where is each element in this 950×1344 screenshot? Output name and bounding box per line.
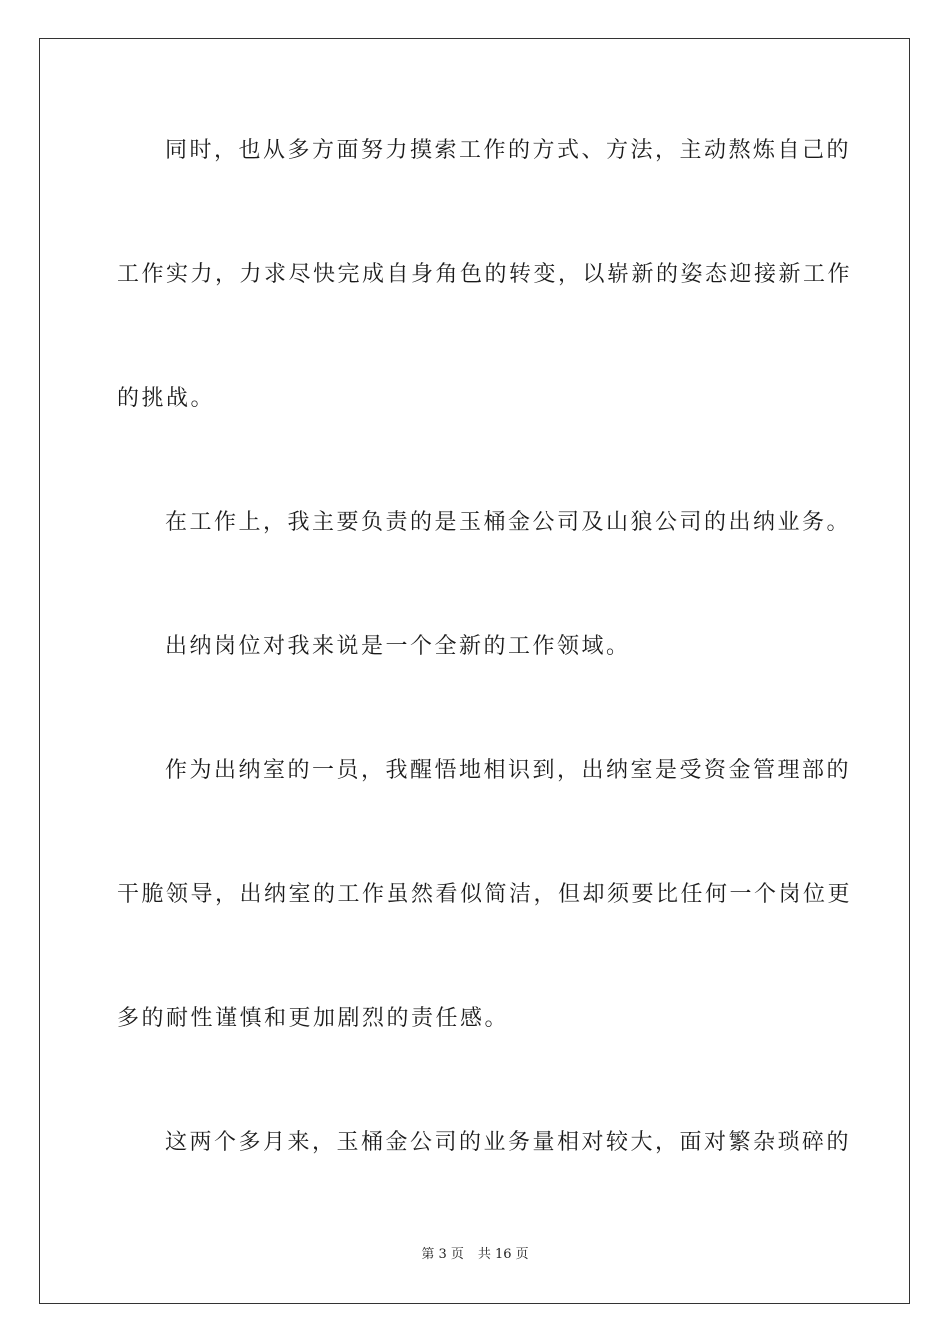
page-footer: [0, 1246, 950, 1264]
page-number: 第 3 页: [421, 1247, 464, 1262]
page-border: [39, 38, 910, 1304]
body-line-1: 同时，也从多方面努力摸索工作的方式、方法，主动熬炼自己的: [165, 138, 852, 163]
body-line-5: 出纳岗位对我来说是一个全新的工作领域。: [165, 634, 631, 659]
page-total: 共 16 页: [477, 1247, 529, 1262]
body-line-6: 作为出纳室的一员，我醒悟地相识到，出纳室是受资金管理部的: [165, 758, 852, 783]
body-line-3: 的挑战。: [117, 386, 216, 411]
body-line-9: 这两个多月来，玉桶金公司的业务量相对较大，面对繁杂琐碎的: [165, 1130, 852, 1155]
body-line-7: 干脆领导，出纳室的工作虽然看似简洁，但却须要比任何一个岗位更: [117, 882, 853, 907]
body-line-4: 在工作上，我主要负责的是玉桶金公司及山狼公司的出纳业务。: [165, 510, 852, 535]
body-line-2: 工作实力，力求尽快完成自身角色的转变，以崭新的姿态迎接新工作: [117, 262, 853, 287]
body-line-8: 多的耐性谨慎和更加剧烈的责任感。: [117, 1006, 510, 1031]
